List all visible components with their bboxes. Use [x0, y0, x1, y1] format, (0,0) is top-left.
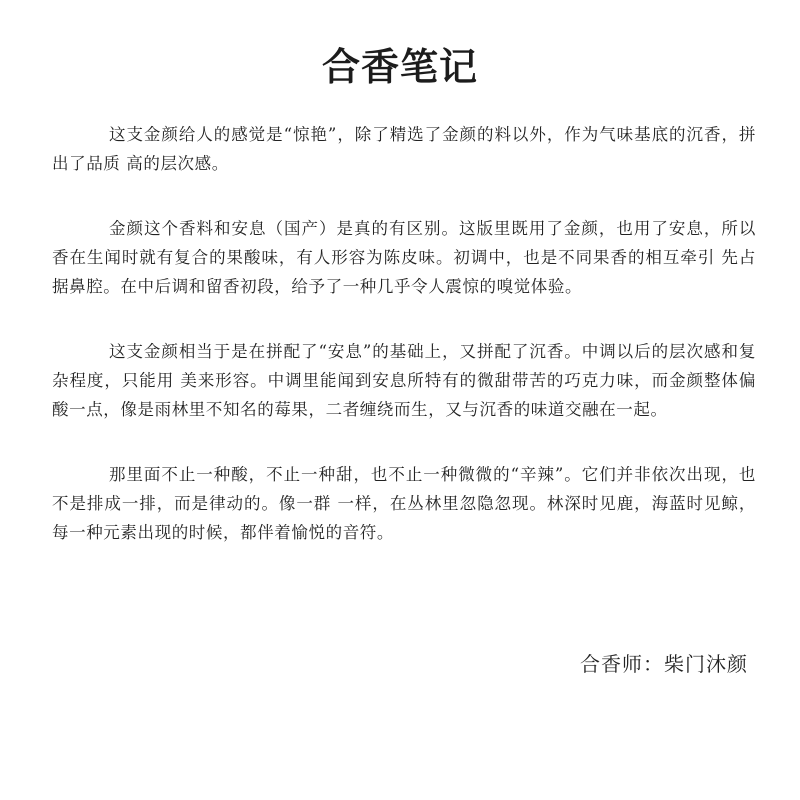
paragraph-1: 这支金颜给人的感觉是“惊艳”，除了精选了金颜的料以外，作为气味基底的沉香，拼出了品质 高的层次感。 [52, 125, 756, 173]
paragraph-3: 这支金颜相当于是在拼配了“安息”的基础上，又拼配了沉香。中调以后的层次感和复杂程度，只能用 美来形容。中调里能闻到安息所特有的微甜带苦的巧克力味，而金颜整体偏酸一点，像是雨林里不知名的莓果，二者缠绕而生，又与沉香的味道交融在一起。 [52, 342, 756, 419]
article-body [52, 120, 756, 583]
signature: 合香师：柴门沐颜 [580, 652, 748, 676]
paragraph-2: 金颜这个香料和安息（国产）是真的有区别。这版里既用了金颜，也用了安息，所以香在生闻时就有复合的果酸味，有人形容为陈皮味。初调中，也是不同果香的相互牵引 先占据鼻腔。在中后调和留香初段，给予了一种几乎令人震惊的嗅觉体验。 [52, 219, 756, 296]
paragraph-4: 那里面不止一种酸，不止一种甜，也不止一种微微的“辛辣”。它们并非依次出现，也不是排成一排，而是律动的。像一群 一样，在丛林里忽隐忽现。林深时见鹿，海蓝时见鲸，每一种元素出现的时候，都伴着愉悦的音符。 [52, 465, 756, 542]
page-title: 合香笔记 [321, 45, 478, 89]
